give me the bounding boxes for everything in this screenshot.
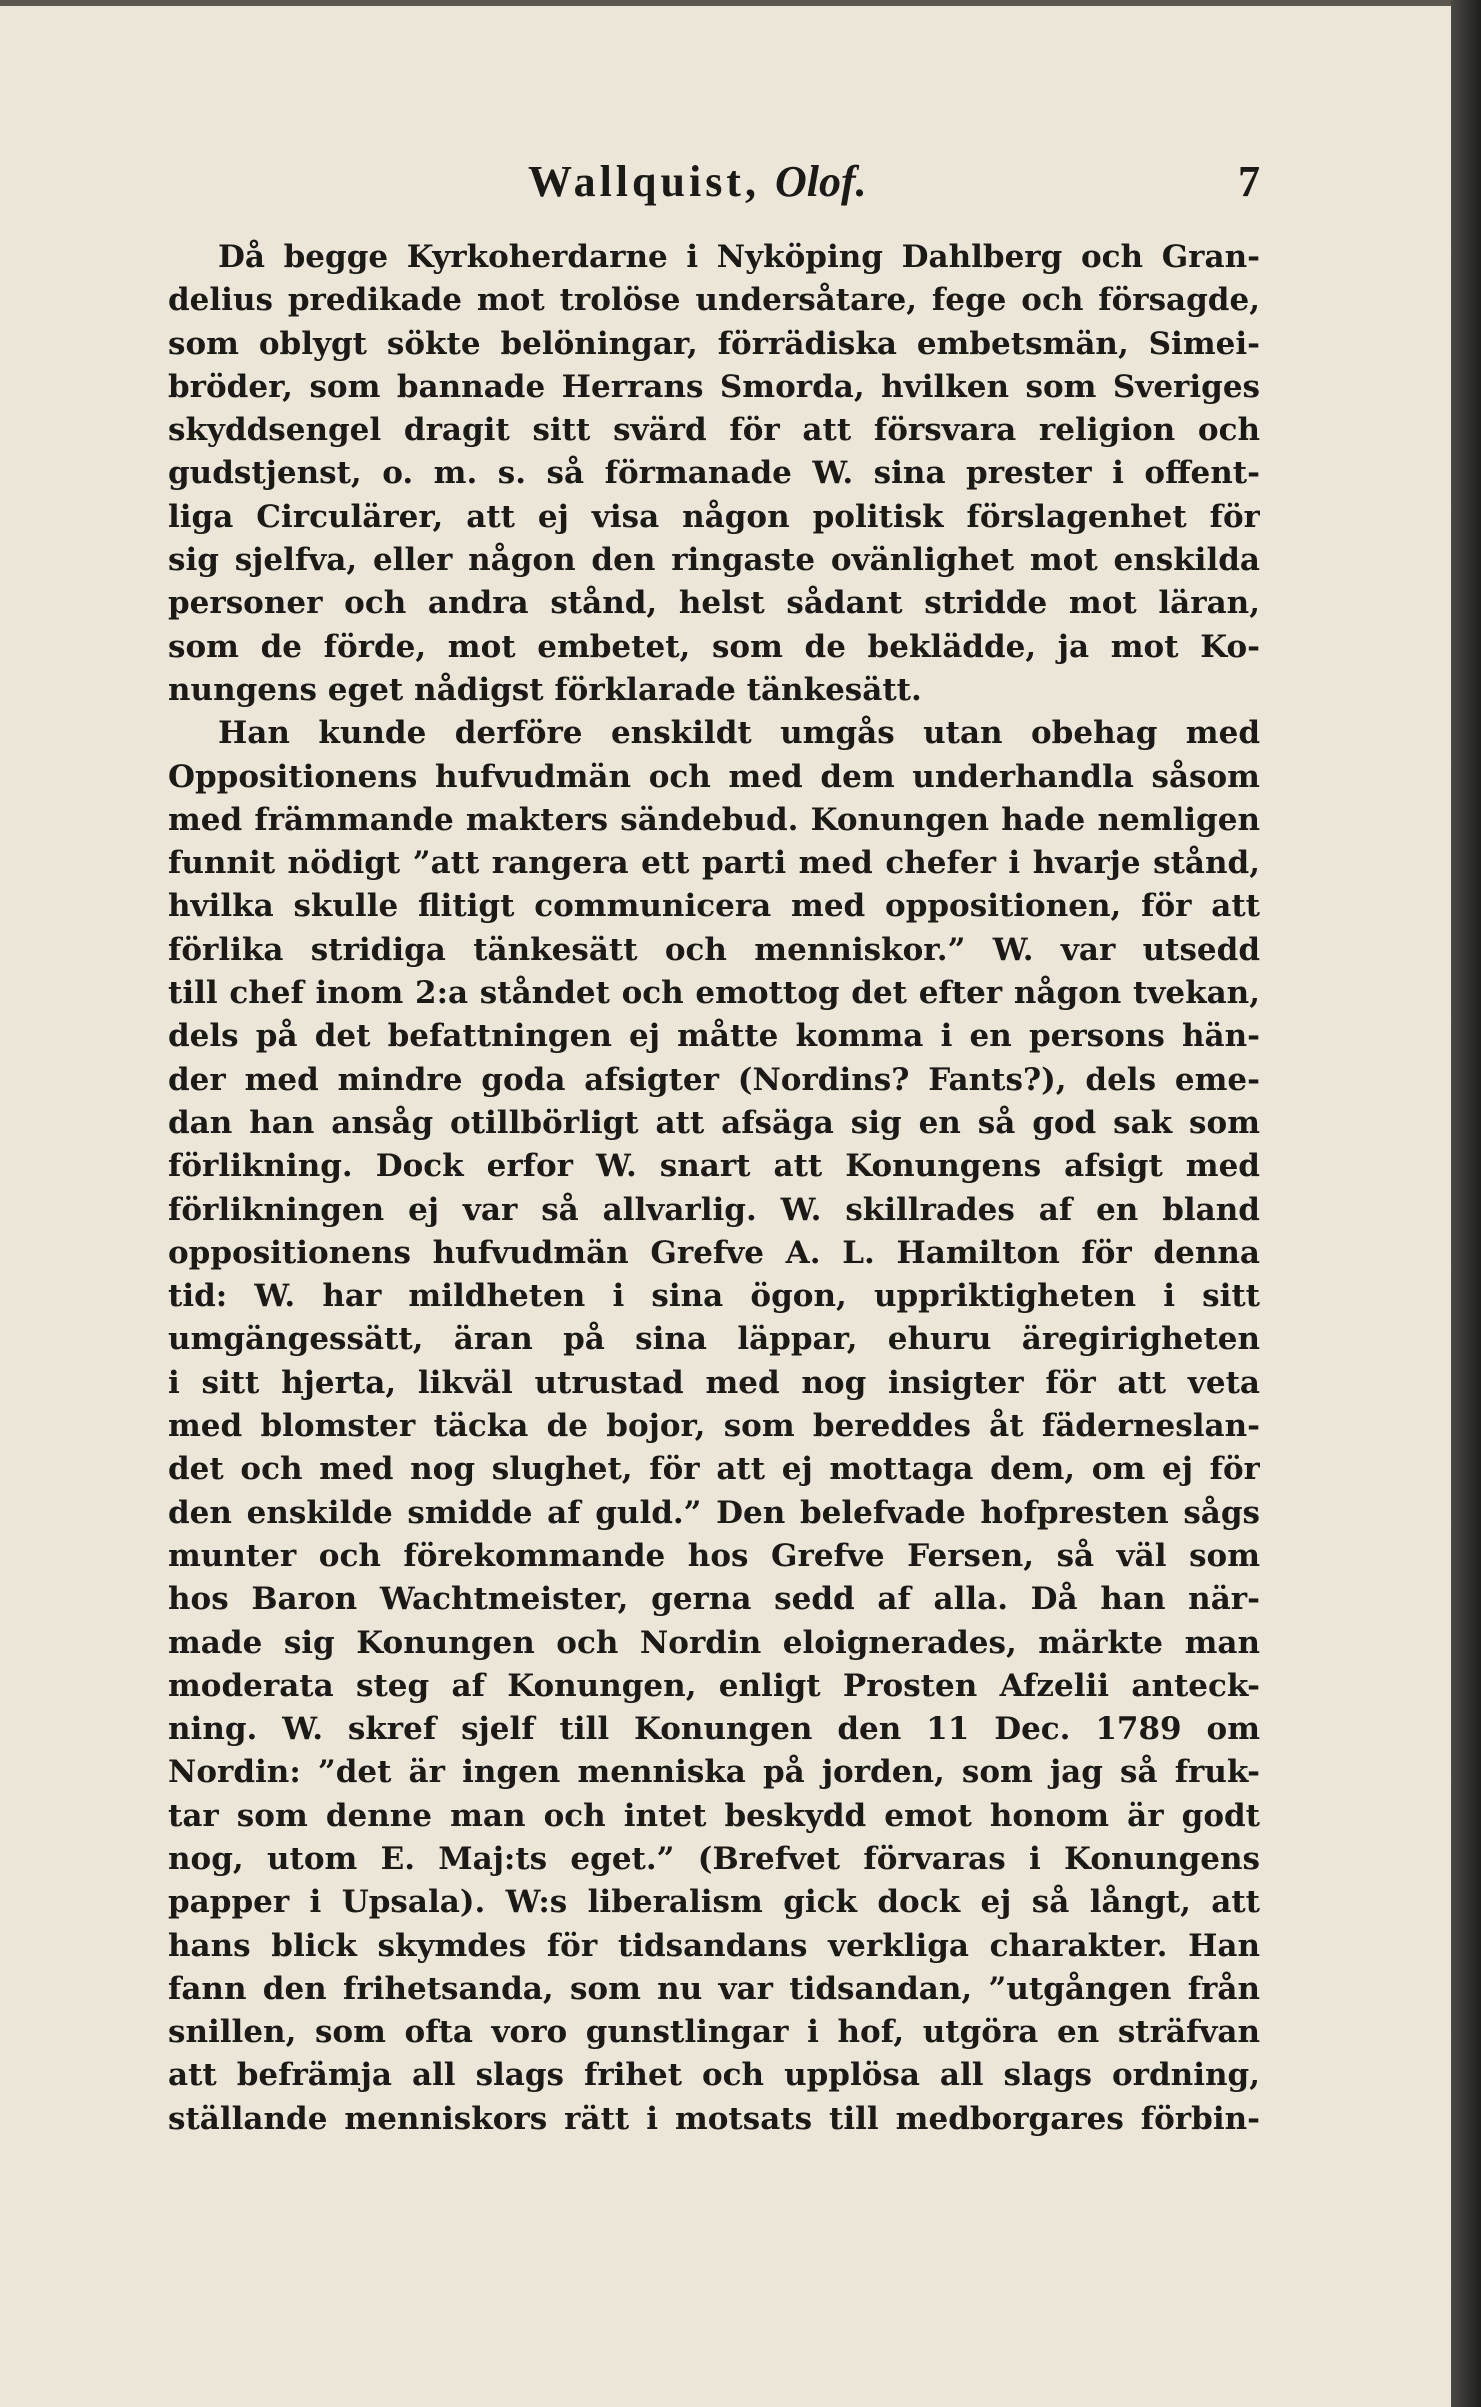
- text-line: hos Baron Wachtmeister, gerna sedd af alla. Då han när-: [168, 1581, 1260, 1618]
- text-line: delius predikade mot trolöse undersåtare, fege och försagde,: [168, 282, 1260, 319]
- text-line: i sitt hjerta, likväl utrustad med nog insigter för att veta: [168, 1364, 1260, 1401]
- text-line: sig sjelfva, eller någon den ringaste ovänlighet mot enskilda: [168, 542, 1260, 579]
- text-line: papper i Upsala). W:s liberalism gick dock ej så långt, att: [168, 1884, 1260, 1921]
- running-head-name: Wallquist,: [528, 157, 760, 206]
- text-line: förlika stridiga tänkesätt och menniskor.” W. var utsedd: [168, 931, 1260, 968]
- text-line: som de förde, mot embetet, som de beklädde, ja mot Ko-: [168, 628, 1260, 665]
- body-text: [168, 236, 1260, 2141]
- book-binding-edge: [1451, 0, 1481, 2407]
- text-line: funnit nödigt ”att rangera ett parti med chefer i hvarje stånd,: [168, 845, 1260, 882]
- text-line: Oppositionens hufvudmän och med dem underhandla såsom: [168, 758, 1260, 795]
- text-line: umgängessätt, äran på sina läppar, ehuru äregirigheten: [168, 1321, 1260, 1358]
- text-line: nog, utom E. Maj:ts eget.” (Brefvet förvaras i Konungens: [168, 1840, 1260, 1877]
- text-line: Då begge Kyrkoherdarne i Nyköping Dahlberg och Gran-: [218, 239, 1260, 275]
- text-line: ställande menniskors rätt i motsats till medborgares förbin-: [168, 2100, 1260, 2137]
- text-line: gudstjenst, o. m. s. så förmanade W. sina prester i offent-: [168, 455, 1260, 492]
- text-line: der med mindre goda afsigter (Nordins? Fants?), dels eme-: [168, 1061, 1260, 1098]
- text-line: nungens eget nådigst förklarade tänkesätt.: [168, 671, 922, 708]
- text-line: hans blick skymdes för tidsandans verkliga charakter. Han: [168, 1927, 1260, 1964]
- text-line: med främmande makters sändebud. Konungen hade nemligen: [168, 801, 1260, 838]
- running-head: [528, 156, 867, 207]
- text-line: dels på det befattningen ej måtte komma i en persons hän-: [168, 1018, 1260, 1055]
- text-line: bröder, som bannade Herrans Smorda, hvilken som Sveriges: [168, 368, 1260, 405]
- page-number: 7: [1238, 157, 1260, 206]
- text-line: fann den frihetsanda, som nu var tidsandan, ”utgången från: [168, 1970, 1260, 2007]
- text-line: munter och förekommande hos Grefve Fersen, så väl som: [168, 1537, 1260, 1574]
- text-line: förlikningen ej var så allvarlig. W. skillrades af en bland: [168, 1191, 1260, 1228]
- text-line: personer och andra stånd, helst sådant stridde mot läran,: [168, 585, 1260, 622]
- text-line: Nordin: ”det är ingen menniska på jorden, som jag så fruk-: [168, 1754, 1260, 1791]
- text-line: skyddsengel dragit sitt svärd för att försvara religion och: [168, 412, 1260, 449]
- text-line: det och med nog slughet, för att ej mottaga dem, om ej för: [168, 1451, 1260, 1488]
- text-line: ning. W. skref sjelf till Konungen den 11 Dec. 1789 om: [168, 1711, 1260, 1748]
- text-line: oppositionens hufvudmän Grefve A. L. Hamilton för denna: [168, 1234, 1260, 1271]
- text-line: liga Circulärer, att ej visa någon politisk förslagenhet för: [168, 498, 1260, 535]
- text-line: snillen, som ofta voro gunstlingar i hof, utgöra en sträfvan: [168, 2014, 1260, 2051]
- page-header: [168, 156, 1260, 216]
- text-line: tar som denne man och intet beskydd emot honom är godt: [168, 1797, 1260, 1834]
- text-line: att befrämja all slags frihet och upplösa all slags ordning,: [168, 2057, 1260, 2094]
- text-line: som oblygt sökte belöningar, förrädiska embetsmän, Simei-: [168, 325, 1260, 362]
- text-line: förlikning. Dock erfor W. snart att Konungens afsigt med: [168, 1148, 1260, 1185]
- text-line: dan han ansåg otillbörligt att afsäga sig en så god sak som: [168, 1104, 1260, 1141]
- text-line: med blomster täcka de bojor, som bereddes åt fäderneslan-: [168, 1408, 1260, 1445]
- text-line: den enskilde smidde af guld.” Den belefvade hofpresten sågs: [168, 1494, 1260, 1531]
- text-line: moderata steg af Konungen, enligt Prosten Afzelii anteck-: [168, 1667, 1260, 1704]
- text-line: tid: W. har mildheten i sina ögon, uppriktigheten i sitt: [168, 1278, 1260, 1315]
- text-line: hvilka skulle flitigt communicera med oppositionen, för att: [168, 888, 1260, 925]
- page-content: [168, 156, 1260, 2141]
- text-line: made sig Konungen och Nordin eloignerades, märkte man: [168, 1624, 1260, 1661]
- text-line: Han kunde derföre enskildt umgås utan obehag med: [218, 715, 1260, 752]
- running-head-given-name: Olof.: [774, 157, 867, 206]
- text-line: till chef inom 2:a ståndet och emottog det efter någon tvekan,: [168, 975, 1260, 1012]
